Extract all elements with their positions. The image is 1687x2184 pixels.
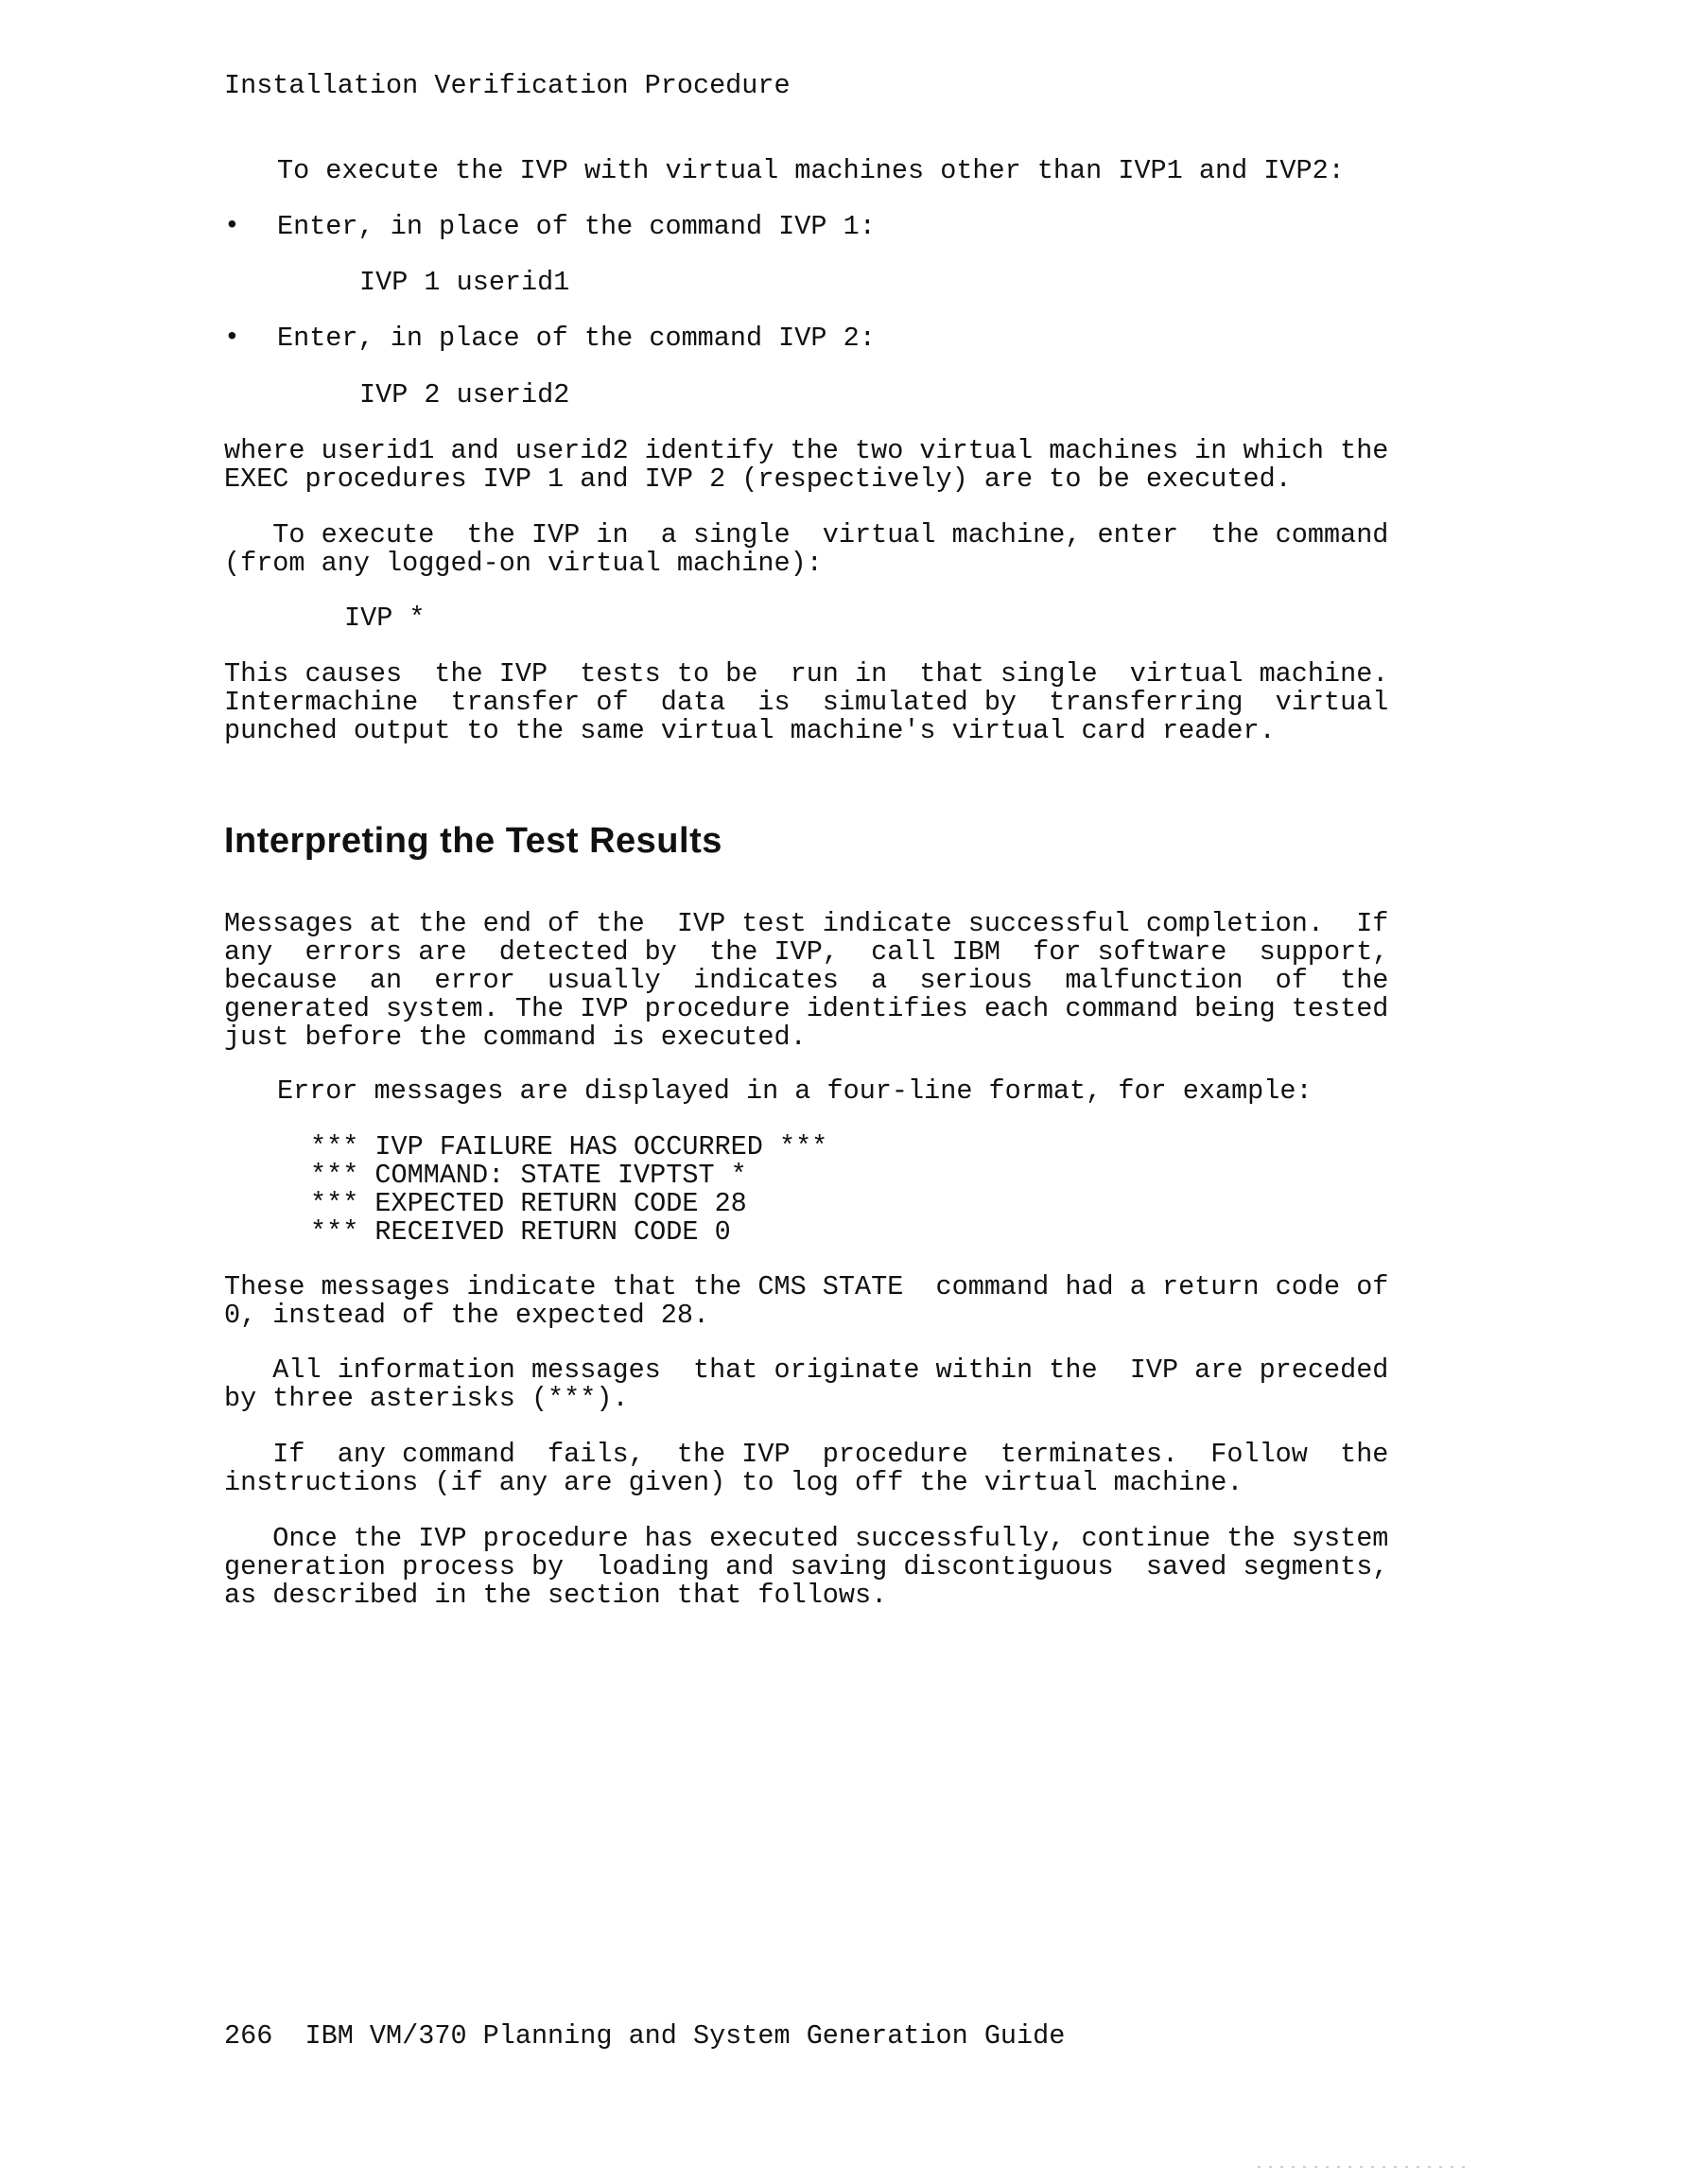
bullet-item-text: Enter, in place of the command IVP 2: (277, 323, 876, 354)
asterisks-paragraph: All information messages that originate within the IVP are preceded by three asterisks (***). (224, 1354, 1389, 1414)
error-message-example (310, 1133, 827, 1247)
bullet-marker: • (224, 212, 240, 241)
running-header: Installation Verification Procedure (224, 70, 791, 101)
continue-paragraph: Once the IVP procedure has executed successfully, continue the system generation process by loading and saving discontiguous saved segments, as described in the section that follows. (224, 1523, 1389, 1611)
intro-paragraph: To execute the IVP with virtual machines other than IVP1 and IVP2: (277, 155, 1345, 186)
where-paragraph: where userid1 and userid2 identify the two virtual machines in which the EXEC procedures IVP 1 and IVP 2 (respectively) are to be executed. (224, 435, 1389, 495)
example-line: *** RECEIVED RETURN CODE 0 (310, 1216, 731, 1248)
explanation-paragraph: These messages indicate that the CMS STATE command had a return code of 0, instead of the expected 28. (224, 1271, 1389, 1331)
bullet-item-text: Enter, in place of the command IVP 1: (277, 211, 876, 242)
failure-paragraph: If any command fails, the IVP procedure terminates. Follow the instructions (if any are given) to log off the virtual machine. (224, 1439, 1389, 1498)
example-line: *** EXPECTED RETURN CODE 28 (310, 1188, 747, 1219)
single-vm-explanation: This causes the IVP tests to be run in that single virtual machine. Intermachine transfer of data is simulated by transferring virtual punched output to the same virtual machine's virtual card reader. (224, 658, 1389, 746)
command-example: IVP * (344, 603, 426, 634)
example-line: *** IVP FAILURE HAS OCCURRED *** (310, 1131, 828, 1162)
scan-artifact (1258, 2166, 1466, 2168)
command-example: IVP 2 userid2 (359, 379, 570, 411)
example-line: *** COMMAND: STATE IVPTST * (310, 1160, 747, 1191)
bullet-marker: • (224, 323, 240, 353)
page-footer: 266 IBM VM/370 Planning and System Generation Guide (224, 2020, 1066, 2052)
single-vm-paragraph: To execute the IVP in a single virtual machine, enter the command (from any logged-on virtual machine): (224, 519, 1389, 579)
section-heading: Interpreting the Test Results (224, 821, 722, 861)
command-example: IVP 1 userid1 (359, 267, 570, 298)
results-paragraph: Messages at the end of the IVP test indicate successful completion. If any errors are detected by the IVP, call IBM for software support, because an error usually indicates a serious malfunction of the generated system. The IVP procedure identifies each command being tested just before the command is executed. (224, 908, 1389, 1053)
error-format-paragraph: Error messages are displayed in a four-line format, for example: (277, 1075, 1313, 1107)
